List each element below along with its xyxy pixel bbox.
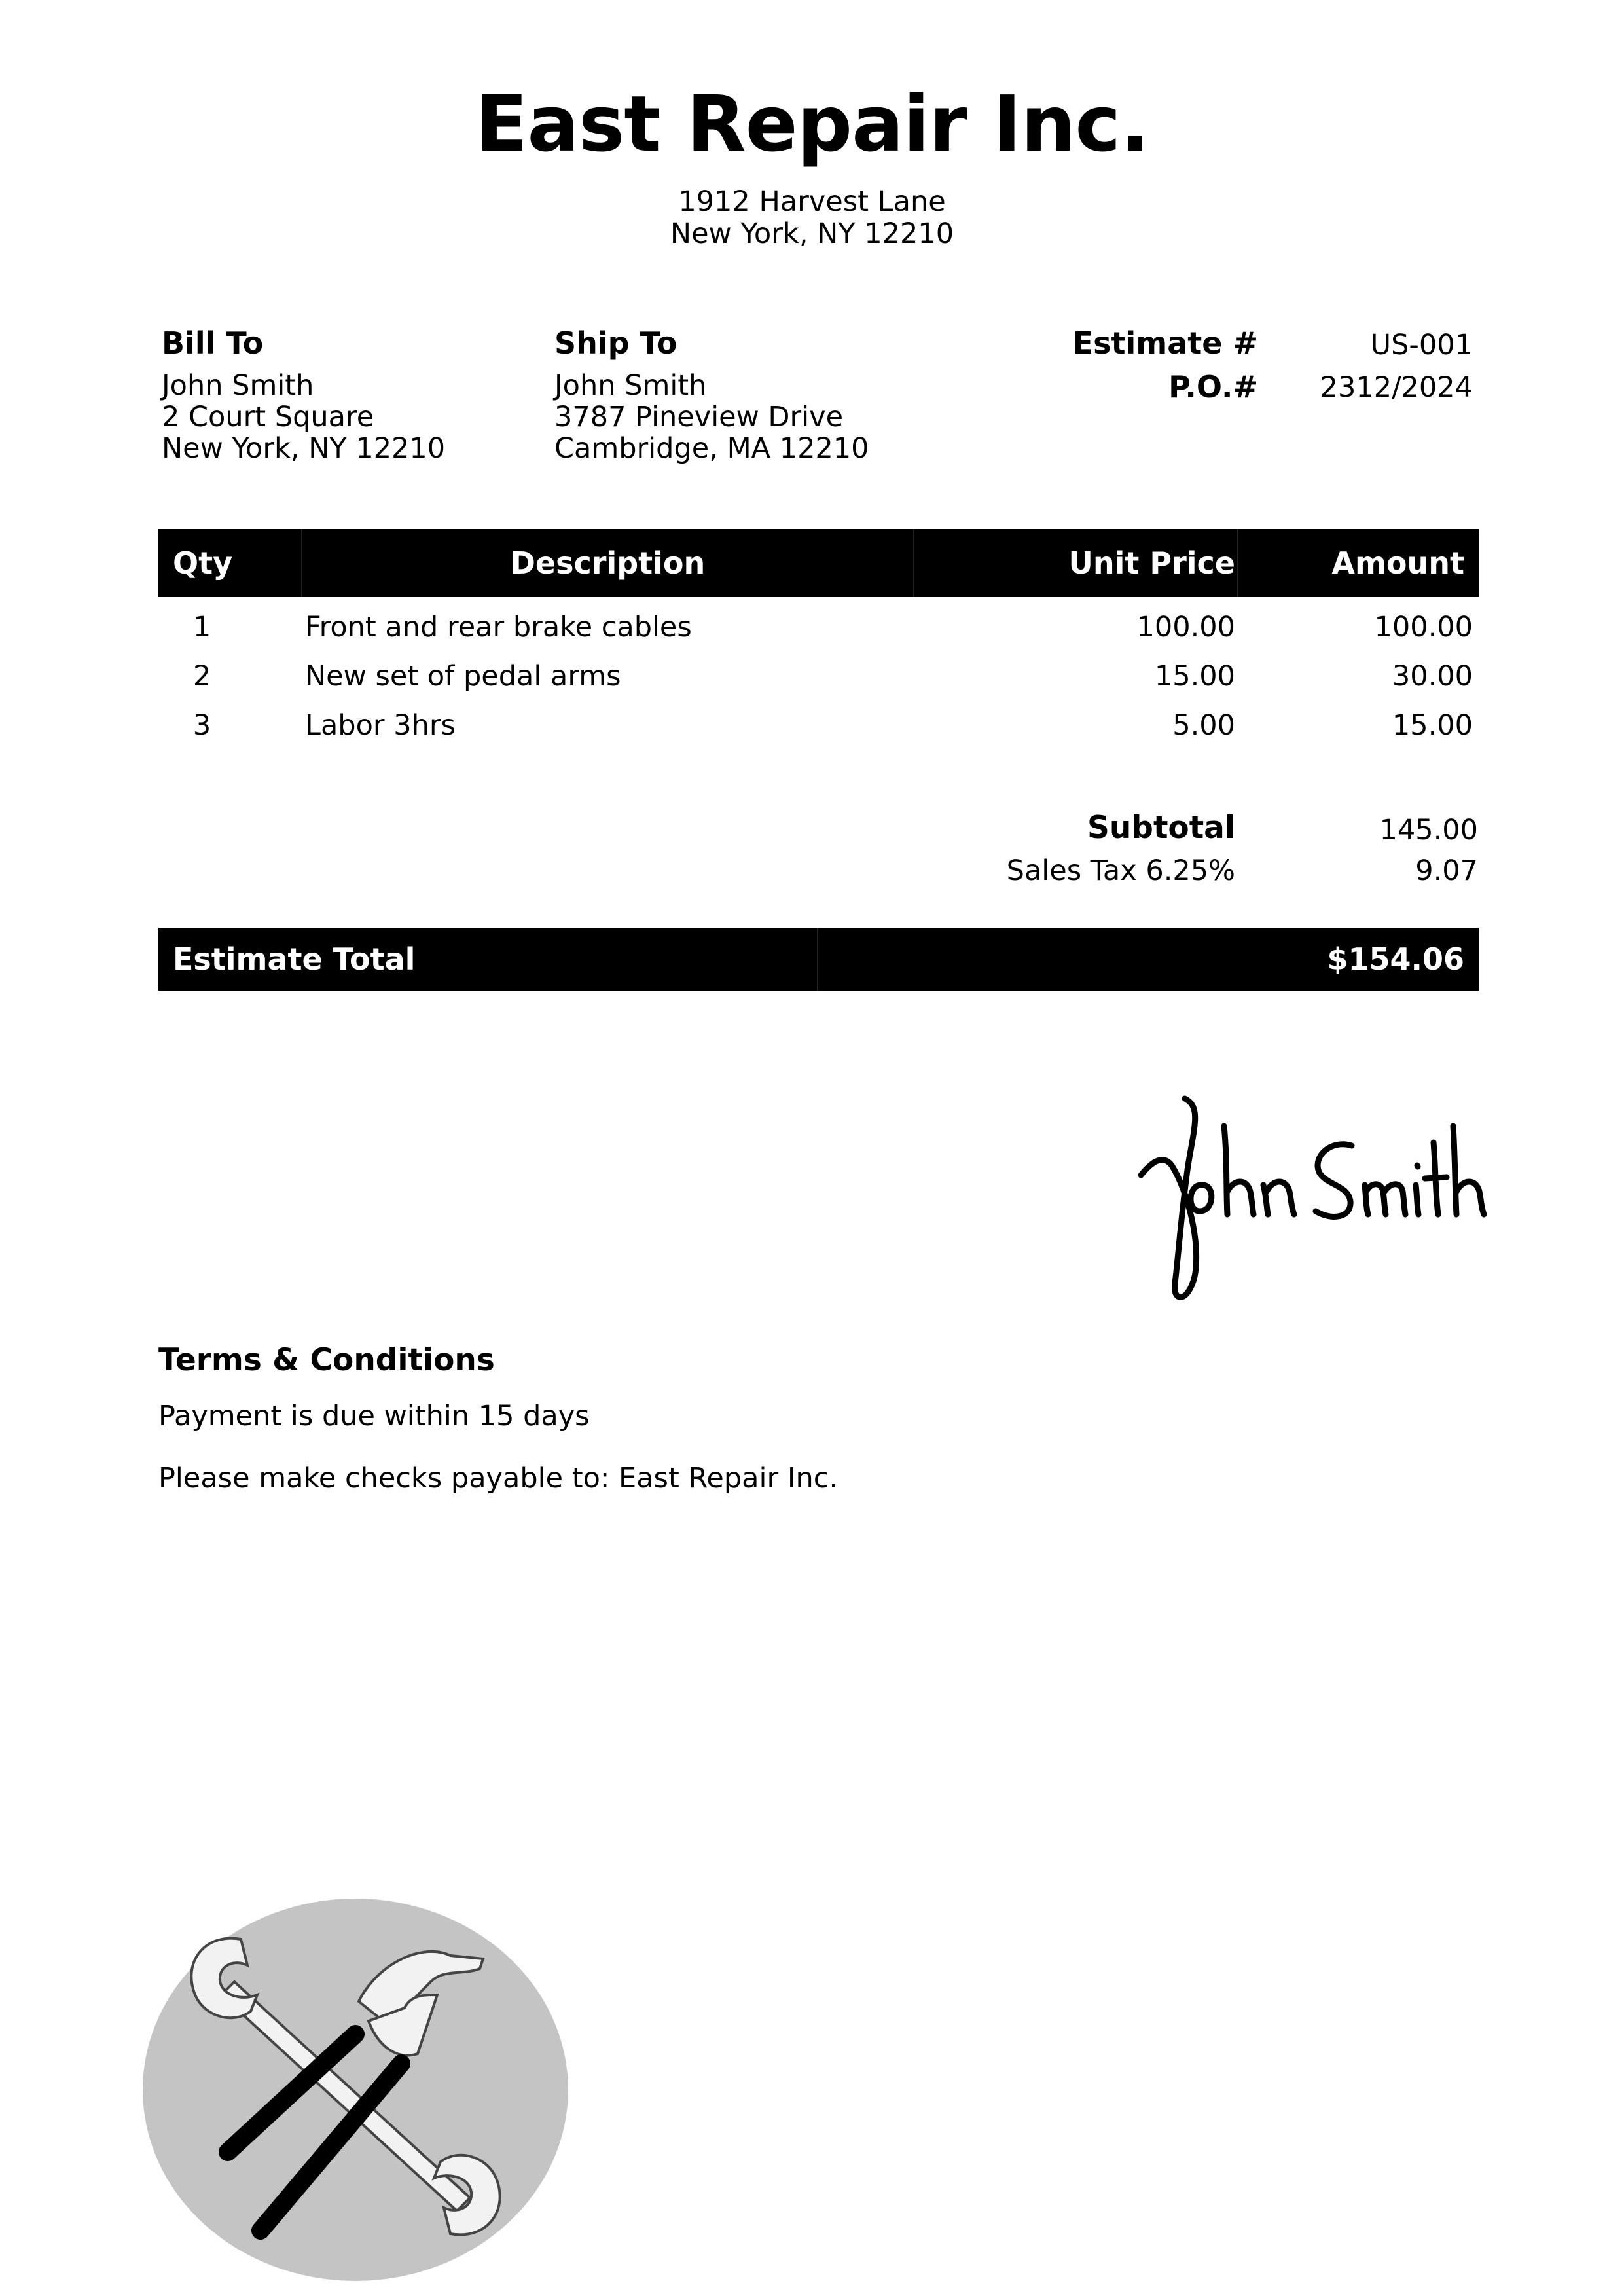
row-unit-price: 100.00 [1136, 611, 1235, 644]
signature [1123, 1087, 1489, 1309]
estimate-total-label: Estimate Total [173, 941, 416, 977]
sales-tax-label: Sales Tax 6.25% [1006, 854, 1235, 887]
ship-to-line2: Cambridge, MA 12210 [554, 432, 869, 465]
bill-to-heading: Bill To [162, 325, 264, 361]
company-address-line2: New York, NY 12210 [670, 217, 954, 250]
items-table-header [158, 529, 1479, 597]
row-amount: 15.00 [1392, 709, 1473, 742]
company-address-line1: 1912 Harvest Lane [678, 185, 946, 218]
estimate-total-value: $154.06 [1327, 941, 1464, 977]
row-unit-price: 5.00 [1172, 709, 1235, 742]
ship-to-name: John Smith [554, 369, 707, 402]
header-description: Description [510, 545, 706, 581]
company-name: East Repair Inc. [475, 79, 1149, 169]
bill-to-line1: 2 Court Square [162, 401, 374, 433]
sales-tax-value: 9.07 [1415, 854, 1478, 887]
subtotal-label: Subtotal [1087, 810, 1235, 846]
total-separator [817, 928, 818, 991]
row-description: New set of pedal arms [305, 660, 621, 693]
row-amount: 100.00 [1374, 611, 1473, 644]
row-description: Front and rear brake cables [305, 611, 692, 644]
estimate-number-label: Estimate # [1072, 325, 1258, 361]
terms-heading: Terms & Conditions [158, 1342, 495, 1378]
ship-to-line1: 3787 Pineview Drive [554, 401, 844, 433]
subtotal-value: 145.00 [1379, 814, 1478, 847]
bill-to-name: John Smith [162, 369, 314, 402]
estimate-number-value: US-001 [1370, 329, 1473, 361]
row-amount: 30.00 [1392, 660, 1473, 693]
bill-to-line2: New York, NY 12210 [162, 432, 446, 465]
row-qty: 3 [192, 709, 211, 742]
terms-line1: Payment is due within 15 days [158, 1400, 590, 1432]
table-row [158, 706, 1479, 745]
estimate-total-bar [158, 928, 1479, 991]
row-qty: 2 [192, 660, 211, 693]
row-qty: 1 [192, 611, 211, 644]
header-amount: Amount [1331, 545, 1464, 581]
po-number-label: P.O.# [1168, 369, 1258, 405]
table-row [158, 657, 1479, 696]
ship-to-heading: Ship To [554, 325, 677, 361]
row-description: Labor 3hrs [305, 709, 456, 742]
terms-line2: Please make checks payable to: East Repair Inc. [158, 1462, 839, 1495]
row-unit-price: 15.00 [1154, 660, 1235, 693]
ship-to-block [554, 325, 869, 464]
header-unit-price: Unit Price [1068, 545, 1235, 581]
po-number-value: 2312/2024 [1320, 371, 1473, 404]
header-qty: Qty [173, 545, 233, 581]
table-row [158, 608, 1479, 647]
bill-to-block [162, 325, 445, 464]
wrench-and-pliers-icon [143, 1897, 568, 2283]
